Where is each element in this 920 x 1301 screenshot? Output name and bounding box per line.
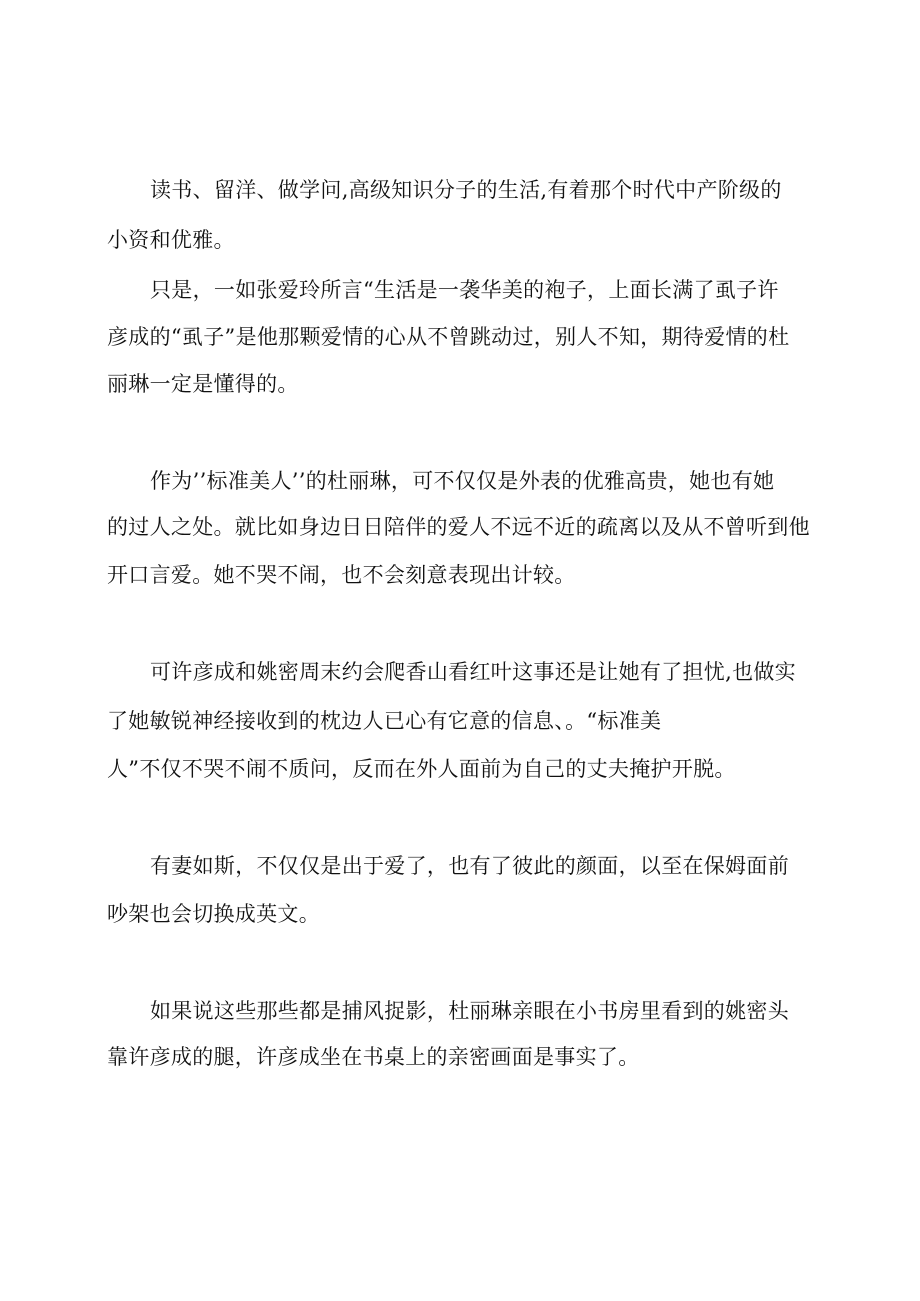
paragraph-2-line-2: 彦成的“虱子”是他那颗爱情的心从不曾跳动过，别人不知，期待爱情的杜 <box>107 325 790 349</box>
paragraph-2-line-3: 丽琳一定是懂得的。 <box>107 372 299 396</box>
paragraph-5-line-1: 有妻如斯，不仅仅是出于爱了，也有了彼此的颜面，以至在保姆面前 <box>150 854 789 878</box>
paragraph-2-line-1: 只是，一如张爱玲所言“生活是一袭华美的袍子，上面长满了虱子许 <box>150 278 779 302</box>
paragraph-5-line-2: 吵架也会切换成英文。 <box>107 902 320 926</box>
paragraph-3-line-3: 开口言爱。她不哭不闹，也不会刻意表现出计较。 <box>107 563 576 587</box>
paragraph-3-line-1: 作为’’标准美人’’的杜丽琳，可不仅仅是外表的优雅高贵，她也有她 <box>150 469 775 493</box>
paragraph-1-line-1: 读书、留洋、做学问,高级知识分子的生活,有着那个时代中产阶级的 <box>150 178 782 202</box>
paragraph-4-line-3: 人”不仅不哭不闹不质问，反而在外人面前为自己的丈夫掩护开脱。 <box>107 757 736 781</box>
paragraph-3-line-2: 的过人之处。就比如身边日日陪伴的爱人不远不近的疏离以及从不曾听到他 <box>107 515 810 539</box>
paragraph-1-line-2: 小资和优雅。 <box>107 228 235 252</box>
paragraph-6-line-2: 靠许彦成的腿，许彦成坐在书桌上的亲密画面是事实了。 <box>107 1045 640 1069</box>
paragraph-4-line-1: 可许彦成和姚密周末约会爬香山看红叶这事还是让她有了担忧,也做实 <box>150 660 796 684</box>
paragraph-4-line-2: 了她敏锐神经接收到的枕边人已心有它意的信息、。“标准美 <box>107 709 662 733</box>
paragraph-6-line-1: 如果说这些那些都是捕风捉影，杜丽琳亲眼在小书房里看到的姚密头 <box>150 999 789 1023</box>
